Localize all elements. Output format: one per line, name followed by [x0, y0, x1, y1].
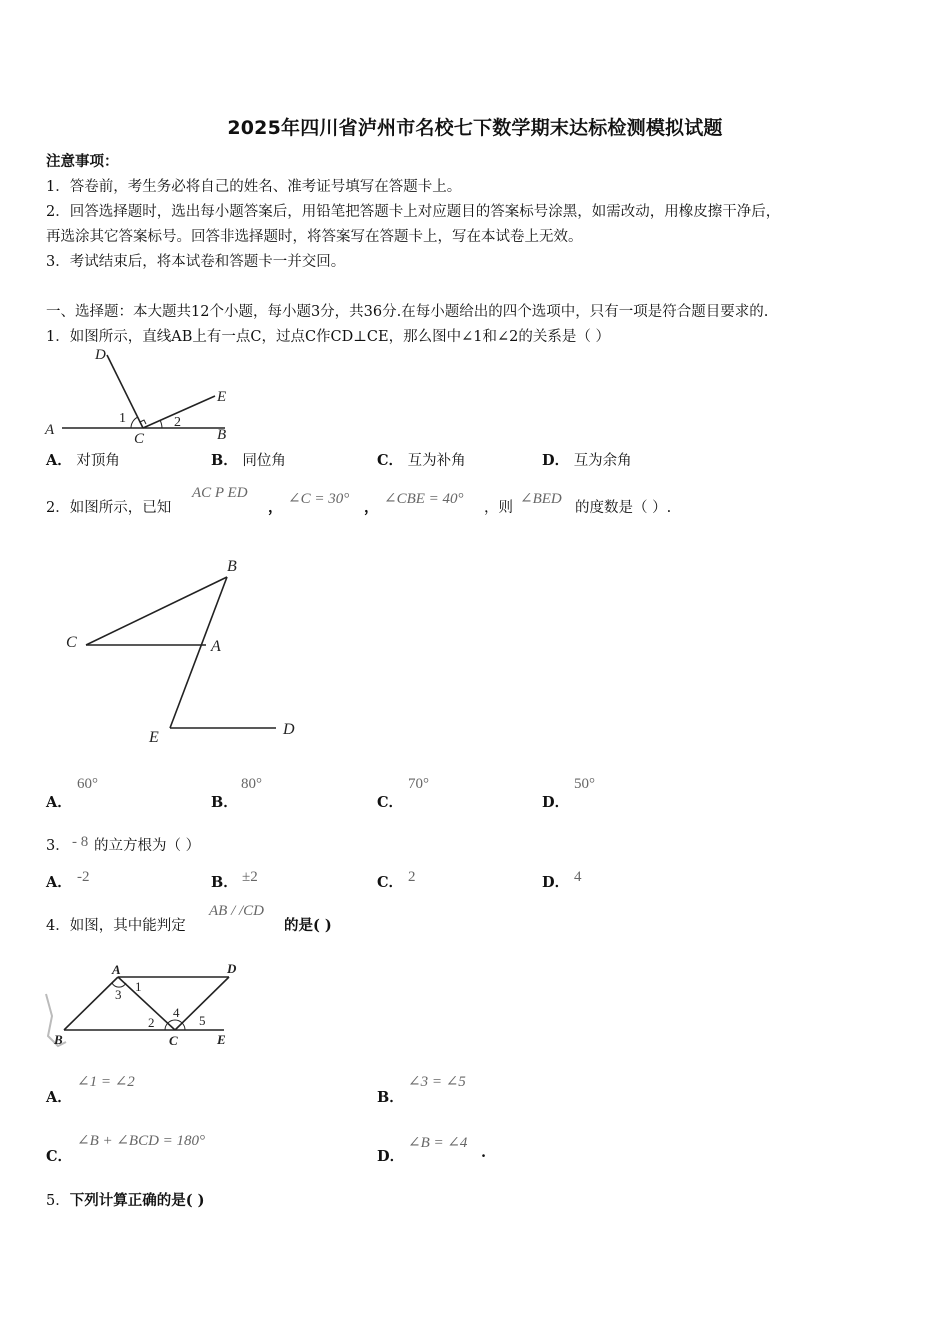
- question-number: 1．: [46, 329, 70, 345]
- separator: ，: [268, 499, 283, 516]
- option-c-value: 2: [408, 869, 416, 885]
- math-parallel: AC P ED: [192, 485, 248, 501]
- question-text: 如图，其中能判定: [69, 918, 186, 934]
- question-5: [46, 1192, 205, 1210]
- option-a[interactable]: A．: [46, 874, 72, 891]
- option-d[interactable]: D． 互为余角: [542, 452, 632, 469]
- figure-q1: [40, 342, 240, 447]
- option-a-value: 60°: [77, 776, 98, 792]
- option-d-value: 4: [574, 869, 582, 885]
- label-D: D: [95, 347, 106, 363]
- question-text: 如图所示，直线AB上有一点C，过点C作CD⊥CE，那么图中∠1和∠2的关系是（ ）: [69, 329, 610, 345]
- question-3: [46, 837, 70, 855]
- notice-item: 1．答卷前，考生务必将自己的姓名、准考证号填写在答题卡上。: [46, 179, 462, 195]
- question-text: 下列计算正确的是( ): [69, 1192, 205, 1209]
- label-B: B: [54, 1032, 63, 1047]
- option-a[interactable]: A．: [46, 1089, 72, 1106]
- angle-2-label: 2: [148, 1015, 155, 1030]
- angle-1-label: 1: [135, 979, 142, 994]
- question-text-tail: 的是( ): [284, 917, 332, 934]
- figure-q2: [60, 552, 320, 752]
- label-B: B: [217, 427, 227, 443]
- label-D: D: [227, 961, 237, 976]
- label-E: E: [217, 1032, 226, 1047]
- label-C: C: [169, 1033, 178, 1048]
- angle-1-label: 1: [119, 411, 126, 426]
- option-a-value: ∠1 = ∠2: [77, 1074, 135, 1090]
- figure-q4: [44, 956, 244, 1056]
- question-text: 的立方根为（ ）: [94, 838, 201, 854]
- question-text: 如图所示，已知: [69, 500, 172, 516]
- option-b[interactable]: B．: [211, 794, 238, 811]
- angle-4-label: 4: [173, 1005, 180, 1020]
- label-E: E: [149, 729, 159, 746]
- option-b[interactable]: B．: [377, 1089, 404, 1106]
- math-angle-c: ∠C = 30°: [288, 491, 350, 507]
- option-d[interactable]: D．: [377, 1148, 405, 1165]
- option-d[interactable]: D．: [542, 874, 570, 891]
- question-number: 5．: [46, 1193, 70, 1209]
- option-c-value: 70°: [408, 776, 429, 792]
- option-a[interactable]: A．: [46, 794, 72, 811]
- option-b-value: ±2: [242, 869, 258, 885]
- angle-5-label: 5: [199, 1013, 206, 1028]
- label-A: A: [45, 422, 55, 438]
- label-D: D: [283, 721, 295, 738]
- notice-heading: 注意事项：: [46, 153, 119, 170]
- option-b-value: 80°: [241, 776, 262, 792]
- option-a[interactable]: A． 对顶角: [46, 452, 120, 469]
- option-c[interactable]: C．: [377, 794, 404, 811]
- page-title: 2025年四川省泸州市名校七下数学期末达标检测模拟试题: [227, 117, 723, 139]
- option-c-value: ∠B + ∠BCD = 180°: [77, 1133, 206, 1149]
- option-c[interactable]: C．: [377, 874, 404, 891]
- notice-item: 2．回答选择题时，选出每小题答案后，用铅笔把答题卡上对应题目的答案标号涂黑，如需改动，用橡皮擦干净后，: [46, 204, 781, 220]
- angle-3-label: 3: [115, 987, 122, 1002]
- option-d-value: 50°: [574, 776, 595, 792]
- option-c[interactable]: C．: [46, 1148, 73, 1165]
- question-number: 3．: [46, 838, 70, 854]
- math-angle-cbe: ∠CBE = 40°: [384, 491, 464, 507]
- option-d-period: .: [481, 1144, 487, 1161]
- question-2: [46, 499, 171, 517]
- label-C: C: [134, 431, 145, 447]
- separator: ，则: [484, 500, 513, 516]
- label-E: E: [217, 389, 227, 405]
- math-ab-parallel-cd: AB / /CD: [209, 903, 264, 919]
- question-number: 4．: [46, 918, 70, 934]
- option-d-value: ∠B = ∠4: [408, 1135, 468, 1151]
- option-b[interactable]: B．: [211, 874, 238, 891]
- math-neg8: - 8: [72, 834, 89, 850]
- label-A: A: [211, 638, 221, 655]
- option-b-value: ∠3 = ∠5: [408, 1074, 466, 1090]
- angle-2-label: 2: [174, 415, 181, 430]
- question-4: [46, 917, 186, 935]
- label-C: C: [66, 634, 77, 651]
- section-heading: 一、选择题：本大题共12个小题，每小题3分，共36分.在每小题给出的四个选项中，只有一项是符合题目要求的.: [46, 304, 769, 320]
- option-d[interactable]: D．: [542, 794, 570, 811]
- option-a-value: -2: [77, 869, 90, 885]
- option-b[interactable]: B． 同位角: [211, 452, 286, 469]
- math-angle-bed: ∠BED: [520, 491, 562, 507]
- notice-item: 3．考试结束后，将本试卷和答题卡一并交回。: [46, 254, 346, 270]
- label-A: A: [112, 962, 121, 977]
- notice-item: 再选涂其它答案标号。回答非选择题时，将答案写在答题卡上，写在本试卷上无效。: [46, 229, 583, 245]
- option-c[interactable]: C． 互为补角: [377, 452, 466, 469]
- separator: ，: [364, 499, 379, 516]
- question-number: 2．: [46, 500, 70, 516]
- label-B: B: [227, 558, 237, 575]
- question-text-tail: 的度数是（ ）.: [575, 500, 672, 516]
